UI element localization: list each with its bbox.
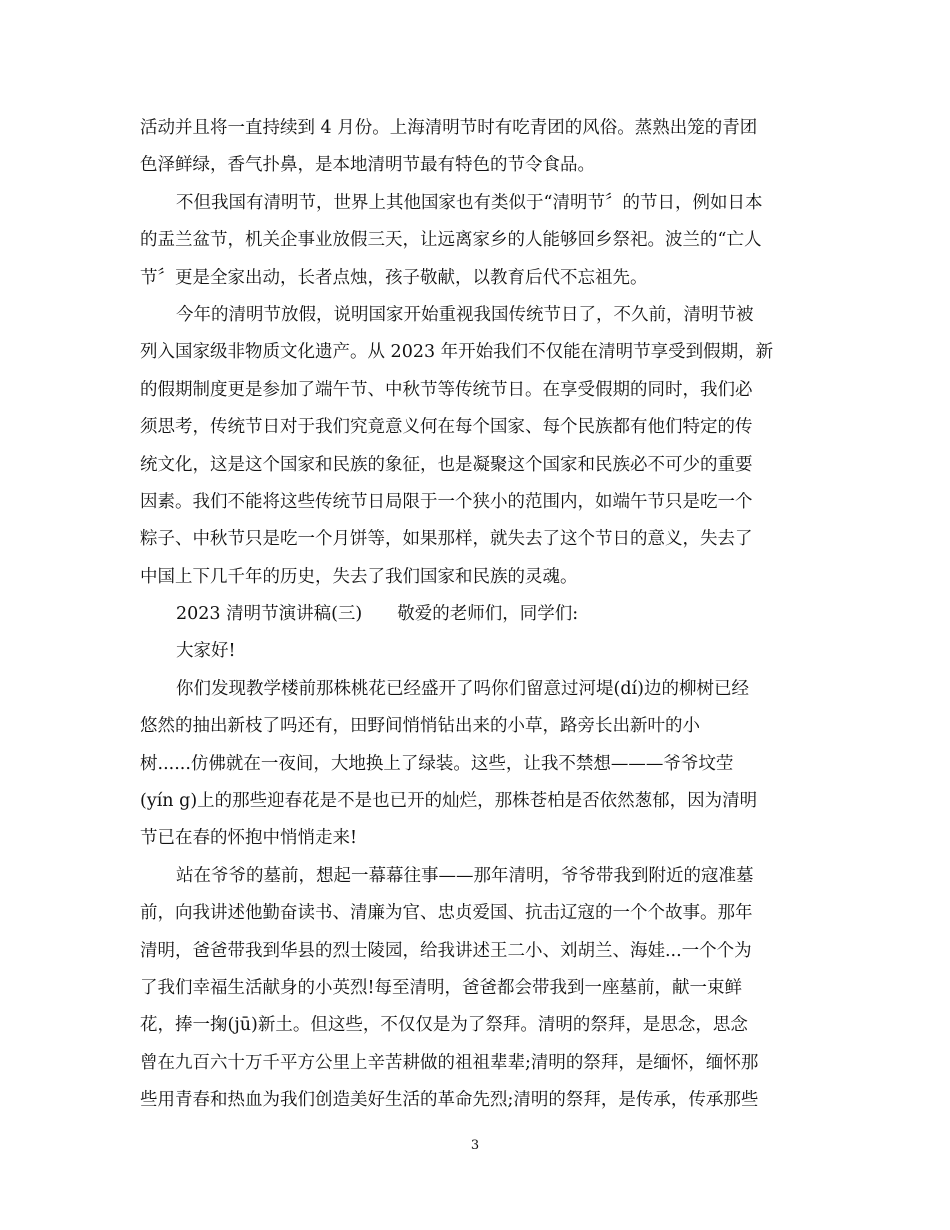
text-line: 统文化，这是这个国家和民族的象征，也是凝聚这个国家和民族必不可少的重要 xyxy=(140,454,753,475)
text-line: 色泽鲜绿，香气扑鼻，是本地清明节最有特色的节令食品。 xyxy=(140,155,595,176)
text-line: 今年的清明节放假，说明国家开始重视我国传统节日了，不久前，清明节被 xyxy=(176,304,754,325)
text-line: 你们发现教学楼前那株桃花已经盛开了吗你们留意过河堤(dí)边的柳树已经 xyxy=(176,678,749,699)
text-line: 活动并且将一直持续到 4 月份。上海清明节时有吃青团的风俗。蒸熟出笼的青团 xyxy=(140,118,758,138)
text-line: 中国上下几千年的历史，失去了我们国家和民族的灵魂。 xyxy=(140,566,578,587)
text-line: 花，捧一掬(jū)新土。但这些，不仅仅是为了祭拜。清明的祭拜，是思念，思念 xyxy=(140,1015,748,1036)
text-line: 节已在春的怀抱中悄悄走来! xyxy=(140,828,358,849)
body-text xyxy=(140,110,804,1120)
text-line: 节〞更是全家出动，长者点烛，孩子敬献，以教育后代不忘祖先。 xyxy=(140,267,648,288)
text-line: 须思考，传统节日对于我们究竟意义何在每个国家、每个民族都有他们特定的传 xyxy=(140,417,753,438)
text-line: 的假期制度更是参加了端午节、中秋节等传统节日。在享受假期的同时，我们必 xyxy=(140,379,753,400)
text-line: 不但我国有清明节，世界上其他国家也有类似于“清明节〞的节日，例如日本 xyxy=(176,192,763,213)
section-heading: 2023 清明节演讲稿(三) 敬爱的老师们，同学们: xyxy=(176,604,579,625)
page-number: 3 xyxy=(470,1138,480,1153)
text-line: 树......仿佛就在一夜间，大地换上了绿装。这些，让我不禁想———爷爷坟茔 xyxy=(140,753,734,774)
text-line: 悠然的抽出新枝了吗还有，田野间悄悄钻出来的小草，路旁长出新叶的小 xyxy=(140,716,700,737)
text-line: 些用青春和热血为我们创造美好生活的革命先烈;清明的祭拜，是传承，传承那些 xyxy=(140,1090,759,1111)
text-line: 因素。我们不能将这些传统节日局限于一个狭小的范围内，如端午节只是吃一个 xyxy=(140,491,753,512)
text-line: (yín g)上的那些迎春花是不是也已开的灿烂，那株苍柏是否依然葱郁，因为清明 xyxy=(140,791,758,812)
text-line: 了我们幸福生活献身的小英烈!每至清明，爸爸都会带我到一座墓前，献一束鲜 xyxy=(140,977,743,998)
greeting: 大家好! xyxy=(176,641,236,662)
text-line: 粽子、中秋节只是吃一个月饼等，如果那样，就失去了这个节日的意义，失去了 xyxy=(140,529,753,550)
text-line: 的盂兰盆节，机关企事业放假三天，让远离家乡的人能够回乡祭祀。波兰的“亡人 xyxy=(140,230,762,251)
text-line: 前，向我讲述他勤奋读书、清廉为官、忠贞爱国、抗击辽寇的一个个故事。那年 xyxy=(140,903,753,924)
text-line: 列入国家级非物质文化遗产。从 2023 年开始我们不仅能在清明节享受到假期，新 xyxy=(140,342,774,363)
text-line: 清明，爸爸带我到华县的烈士陵园，给我讲述王二小、刘胡兰、海娃...一个个为 xyxy=(140,940,752,961)
text-line: 站在爷爷的墓前，想起一幕幕往事——那年清明，爷爷带我到附近的寇准墓 xyxy=(176,865,754,886)
text-line: 曾在九百六十万千平方公里上辛苦耕做的祖祖辈辈;清明的祭拜，是缅怀，缅怀那 xyxy=(140,1052,759,1073)
